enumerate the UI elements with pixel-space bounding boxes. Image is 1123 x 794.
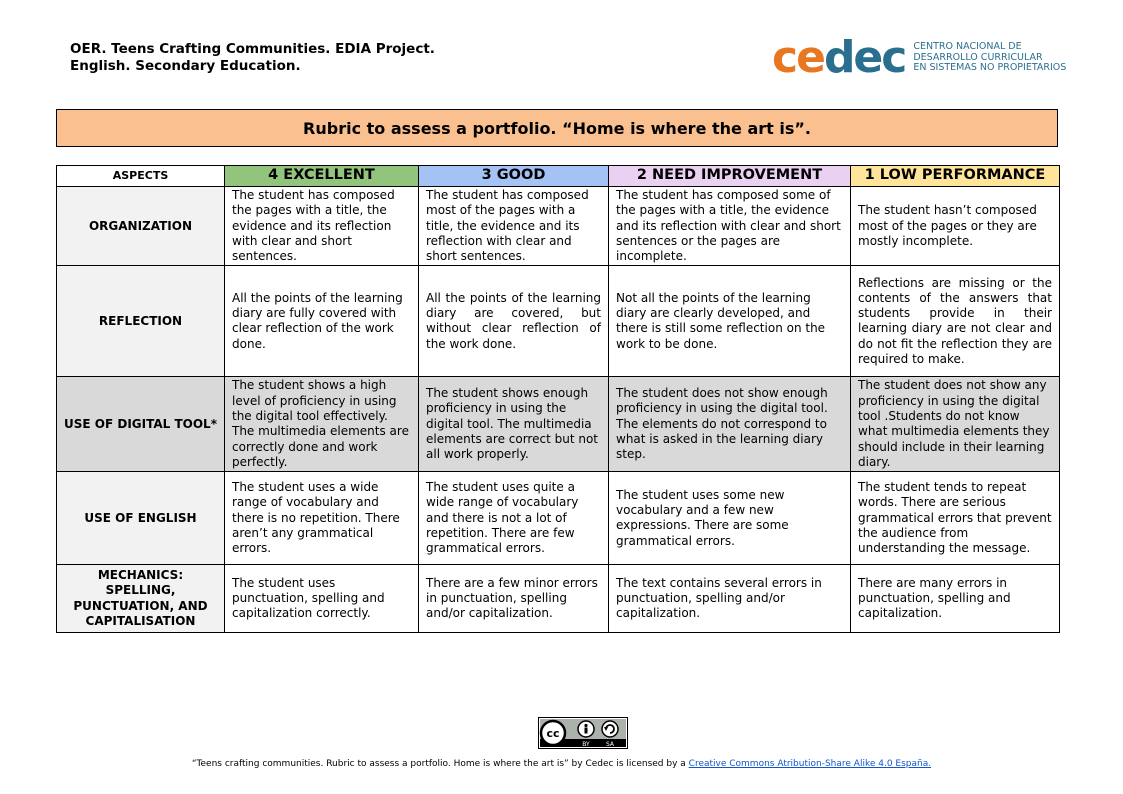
cell-need-improvement: The student uses some new vocabulary and a few new expressions. There are some grammatical errors. <box>609 472 851 565</box>
cell-good: The student shows enough proficiency in using the digital tool. The multimedia elements are correct but not all work properly. <box>419 377 609 472</box>
logo-wordmark <box>772 32 906 83</box>
cell-low-performance: The student tends to repeat words. There are serious grammatical errors that prevent the audience from understanding the message. <box>851 472 1060 565</box>
table-row <box>57 565 1060 633</box>
rubric-table <box>56 165 1060 633</box>
cell-low-performance: Reflections are missing or the contents of the answers that students provide in their learning diary are not clear and do not fit the reflection they are required to make. <box>851 266 1060 377</box>
logo-subtitle-line-1: CENTRO NACIONAL DE <box>913 41 1022 53</box>
cell-low-performance: There are many errors in punctuation, spelling and capitalization. <box>851 565 1060 633</box>
cc-by-label: BY <box>582 741 590 748</box>
logo-word-part-2: dec <box>823 32 906 83</box>
logo-subtitle-line-3: EN SISTEMAS NO PROPIETARIOS <box>913 62 1067 74</box>
aspect-use-of-english: USE OF ENGLISH <box>57 472 225 565</box>
aspect-organization: ORGANIZATION <box>57 187 225 266</box>
header-aspects: ASPECTS <box>57 166 225 187</box>
rubric-title-text: Rubric to assess a portfolio. “Home is where the art is”. <box>303 118 811 138</box>
cell-need-improvement: The student does not show enough proficiency in using the digital tool. The elements do not correspond to what is asked in the learning diary step. <box>609 377 851 472</box>
license-text: “Teens crafting communities. Rubric to assess a portfolio. Home is where the art is” by Cedec is licensed by a <box>191 759 689 769</box>
header-good: 3 GOOD <box>419 166 609 187</box>
cedec-logo <box>772 32 1067 83</box>
header-excellent: 4 EXCELLENT <box>225 166 419 187</box>
rubric-title <box>56 109 1058 147</box>
cell-need-improvement: The student has composed some of the pages with a title, the evidence and its reflection with clear and short sentences or the pages are incomplete. <box>609 187 851 266</box>
aspect-reflection: REFLECTION <box>57 266 225 377</box>
header-low-performance: 1 LOW PERFORMANCE <box>851 166 1060 187</box>
table-row <box>57 266 1060 377</box>
header-line-2: English. Secondary Education. <box>70 58 301 74</box>
license-link[interactable]: Creative Commons Atribution-Share Alike 4.0 España. <box>688 759 932 769</box>
cell-need-improvement: The text contains several errors in punctuation, spelling and/or capitalization. <box>609 565 851 633</box>
cell-good: The student has composed most of the pages with a title, the evidence and its reflection with clear and short sentences. <box>419 187 609 266</box>
logo-subtitle-line-2: DESARROLLO CURRICULAR <box>913 51 1043 63</box>
cell-low-performance: The student does not show any proficiency in using the digital tool .Students do not know what multimedia elements they should include in their learning diary. <box>851 377 1060 472</box>
cell-excellent: The student uses punctuation, spelling and capitalization correctly. <box>225 565 419 633</box>
cell-good: The student uses quite a wide range of vocabulary and there is not a lot of repetition. There are few grammatical errors. <box>419 472 609 565</box>
cell-excellent: The student uses a wide range of vocabulary and there is no repetition. There aren’t any grammatical errors. <box>225 472 419 565</box>
svg-text:cc: cc <box>546 727 560 740</box>
header-line-1: OER. Teens Crafting Communities. EDIA Project. <box>70 41 435 57</box>
table-row <box>57 377 1060 472</box>
cell-excellent: The student has composed the pages with a title, the evidence and its reflection with clear and short sentences. <box>225 187 419 266</box>
license-footer <box>0 759 1123 769</box>
logo-word-part-1: ce <box>772 32 824 83</box>
cell-good: There are a few minor errors in punctuation, spelling and/or capitalization. <box>419 565 609 633</box>
cc-by-sa-badge-icon <box>538 717 628 749</box>
cell-excellent: The student shows a high level of proficiency in using the digital tool effectively. The multimedia elements are correctly done and work perfectly. <box>225 377 419 472</box>
cell-low-performance: The student hasn’t composed most of the pages or they are mostly incomplete. <box>851 187 1060 266</box>
aspect-mechanics: MECHANICS: SPELLING, PUNCTUATION, AND CAPITALISATION <box>57 565 225 633</box>
table-row <box>57 187 1060 266</box>
cc-sa-label: SA <box>605 741 615 748</box>
document-header <box>70 41 435 75</box>
cell-excellent: All the points of the learning diary are fully covered with clear reflection of the work done. <box>225 266 419 377</box>
cell-need-improvement: Not all the points of the learning diary are clearly developed, and there is still some reflection on the work to be done. <box>609 266 851 377</box>
cell-good: All the points of the learning diary are covered, but without clear reflection of the work done. <box>419 266 609 377</box>
header-need-improvement: 2 NEED IMPROVEMENT <box>609 166 851 187</box>
table-header-row <box>57 166 1060 187</box>
table-row <box>57 472 1060 565</box>
aspect-use-of-digital-tool: USE OF DIGITAL TOOL* <box>57 377 225 472</box>
logo-subtitle <box>913 42 1066 74</box>
